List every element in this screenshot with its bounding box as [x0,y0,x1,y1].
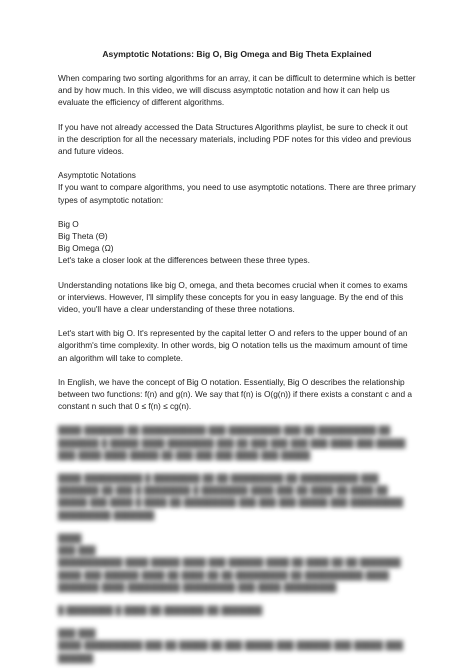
paragraph-big-o-definition: In English, we have the concept of Big O notation. Essentially, Big O describes the relationship between two functions: f(n) and g(n). We say that f(n) is O(g(n)) if there exists a constant c and a constant n such that 0 ≤ f(n) ≤ cg(n). [58,376,413,412]
blurred-paragraph: ████ ███ ███ ███████████ ████ █████ ████ ███ ██████ ████ ██ ████ ██ ██ ███████ ████ ███ ██████ ████ ██ ████ ██ ██ █████████ ██ ██████████ ████ ███████ ████ █████████ █████████ ███ ████ █████████ [58,532,401,592]
blurred-paragraph: ███ ███ ████ ██████████ ███ ██ █████ ██ ███ █████ ███ ██████ ███ █████ ███ ██████ [58,628,404,663]
blurred-paragraph: ████ ███████ ██ ███████████ ███ █████████ ███ ██ ██████████ ██ ███████ █ █████ ████ ████████ ███ ██ ███ ███ ███ ███ ████ ███ █████ ███ ████ ████ █████ ██ ███ ███ ███ ████ ███ █████ [58,425,406,460]
section-intro: If you want to compare algorithms, you need to use asymptotic notations. There are three primary types of asymptotic notation: [58,182,416,205]
blurred-paragraph: ████ ██████████ █ ████████ ██ ██ █████████ ██ ██████████ ███ ███████ ██ ███ █ ████████ █ ████████ ████ ███ ██ ████ ██ ████ ██ █████ ███ ████ █ ████ ██ █████████ ███ ███ ███ █████ ███ █████████ █████████ ███████ [58,473,404,520]
section-heading: Asymptotic Notations [58,170,136,181]
blurred-content [58,424,416,663]
paragraph-understanding: Understanding notations like big O, omega, and theta becomes crucial when it comes to exams or interviews. However, I'll simplify these concepts for you in easy language. By the end of this video, you'll have a clear understanding of these three notations. [58,279,408,315]
paragraph-big-o-intro: Let's start with big O. It's represented by the capital letter O and refers to the upper bound of an algorithm's time complexity. In other words, big O notation tells us the maximum amount of time an algorithm will take to complete. [58,328,408,363]
list-item: Big Omega (Ω) [58,243,114,254]
list-item: Big O [58,218,79,229]
paragraph-playlist: If you have not already accessed the Data Structures Algorithms playlist, be sure to check it out in the description for all the necessary materials, including PDF notes for this video and previous and future videos. [58,121,412,157]
paragraph-intro: When comparing two sorting algorithms for an array, it can be difficult to determine which is better and by how much. In this video, we will discuss asymptotic notation and how it can help us evaluate the efficiency of different algorithms. [58,73,416,108]
notation-list [58,218,416,255]
blurred-paragraph: █ ████████ █ ████ ██ ███████ ██ ███████ [58,604,263,615]
closer-look-line: Let's take a closer look at the differences between these three types. [58,255,310,266]
document-title: Asymptotic Notations: Big O, Big Omega and Big Theta Explained [102,49,372,59]
list-item: Big Theta (Θ) [58,231,108,242]
